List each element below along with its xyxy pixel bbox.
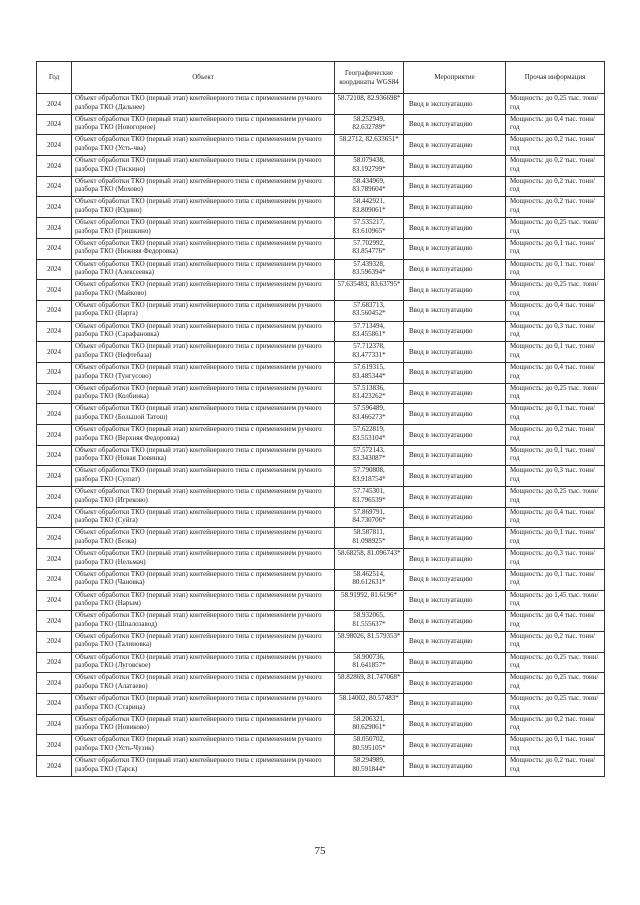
table-row [37,507,605,528]
cell-year: 2024 [37,114,72,135]
cell-event: Ввод в эксплуатацию [404,735,506,756]
cell-object: Объект обработки ТКО (первый этап) контейнерного типа с применением ручного разбора ТКО (Усть-Чузик) [72,735,335,756]
table-row [37,259,605,280]
cell-coords: 58.98026, 81.579353* [335,631,404,652]
cell-info: Мощность: до 0,4 тыс. тонн/ год [506,362,605,383]
cell-coords: 58.587811, 81.098925* [335,528,404,549]
cell-year: 2024 [37,756,72,777]
cell-info: Мощность: до 0,4 тыс. тонн/ год [506,611,605,632]
cell-object: Объект обработки ТКО (первый этап) контейнерного типа с применением ручного разбора ТКО (Алатаево) [72,673,335,694]
cell-year: 2024 [37,300,72,321]
cell-object: Объект обработки ТКО (первый этап) контейнерного типа с применением ручного разбора ТКО (Сарафановка) [72,321,335,342]
cell-coords: 57.535217, 83.610965* [335,218,404,239]
cell-info: Мощность: до 0,4 тыс. тонн/ год [506,507,605,528]
cell-event: Ввод в эксплуатацию [404,445,506,466]
cell-coords: 58.932065, 81.555637* [335,611,404,632]
cell-info: Мощность: до 0,2 тыс. тонн/ год [506,176,605,197]
cell-object: Объект обработки ТКО (первый этап) контейнерного типа с применением ручного разбора ТКО (Новогорное) [72,114,335,135]
table-row [37,238,605,259]
cell-info: Мощность: до 0,2 тыс. тонн/ год [506,756,605,777]
cell-event: Ввод в эксплуатацию [404,528,506,549]
cell-info: Мощность: до 0,25 тыс. тонн/ год [506,652,605,673]
cell-coords: 57.683713, 83.560452* [335,300,404,321]
cell-event: Ввод в эксплуатацию [404,714,506,735]
cell-object: Объект обработки ТКО (первый этап) контейнерного типа с применением ручного разбора ТКО (Чановка) [72,569,335,590]
table-header-row [37,62,605,94]
cell-object: Объект обработки ТКО (первый этап) контейнерного типа с применением ручного разбора ТКО (Нижняя Федоровка) [72,238,335,259]
table-row [37,197,605,218]
table-row [37,673,605,694]
cell-year: 2024 [37,425,72,446]
cell-year: 2024 [37,673,72,694]
cell-year: 2024 [37,135,72,156]
table-row [37,569,605,590]
cell-event: Ввод в эксплуатацию [404,631,506,652]
cell-object: Объект обработки ТКО (первый этап) контейнерного типа с применением ручного разбора ТКО (Тунгусово) [72,362,335,383]
table-row [37,176,605,197]
cell-year: 2024 [37,197,72,218]
cell-coords: 58.72108, 82.936698* [335,94,404,115]
table-row [37,631,605,652]
cell-event: Ввод в эксплуатацию [404,156,506,177]
table-row [37,383,605,404]
header-event: Мероприятие [404,62,506,94]
cell-info: Мощность: до 0,1 тыс. тонн/ год [506,735,605,756]
cell-object: Объект обработки ТКО (первый этап) контейнерного типа с применением ручного разбора ТКО (Мохово) [72,176,335,197]
header-year: Год [37,62,72,94]
cell-info: Мощность: до 0,2 тыс. тонн/ год [506,714,605,735]
table-row [37,466,605,487]
cell-object: Объект обработки ТКО (первый этап) контейнерного типа с применением ручного разбора ТКО (Шпалозавод) [72,611,335,632]
cell-info: Мощность: до 0,3 тыс. тонн/ год [506,321,605,342]
table-row [37,321,605,342]
cell-info: Мощность: до 0,25 тыс. тонн/ год [506,280,605,301]
cell-year: 2024 [37,218,72,239]
cell-event: Ввод в эксплуатацию [404,321,506,342]
cell-info: Мощность: до 0,2 тыс. тонн/ год [506,156,605,177]
cell-object: Объект обработки ТКО (первый этап) контейнерного типа с применением ручного разбора ТКО (Дальнее) [72,94,335,115]
cell-coords: 58.442921, 83.809061* [335,197,404,218]
cell-info: Мощность: до 0,3 тыс. тонн/ год [506,549,605,570]
cell-year: 2024 [37,176,72,197]
cell-coords: 57.745301, 83.796539* [335,487,404,508]
cell-year: 2024 [37,466,72,487]
cell-coords: 57.635483, 83.63795* [335,280,404,301]
cell-info: Мощность: до 0,4 тыс. тонн/ год [506,114,605,135]
cell-event: Ввод в эксплуатацию [404,280,506,301]
cell-year: 2024 [37,735,72,756]
cell-info: Мощность: до 0,25 тыс. тонн/ год [506,673,605,694]
cell-info: Мощность: до 0,2 тыс. тонн/ год [506,631,605,652]
cell-year: 2024 [37,590,72,611]
cell-info: Мощность: до 0,2 тыс. тонн/ год [506,425,605,446]
cell-info: Мощность: до 0,25 тыс. тонн/ год [506,94,605,115]
cell-object: Объект обработки ТКО (первый этап) контейнерного типа с применением ручного разбора ТКО (Верхняя Федоровка) [72,425,335,446]
cell-info: Мощность: до 0,25 тыс. тонн/ год [506,218,605,239]
table-row [37,156,605,177]
cell-year: 2024 [37,156,72,177]
cell-info: Мощность: до 0,1 тыс. тонн/ год [506,445,605,466]
cell-year: 2024 [37,507,72,528]
table-row [37,114,605,135]
cell-info: Мощность: до 0,4 тыс. тонн/ год [506,300,605,321]
table-row [37,611,605,632]
cell-year: 2024 [37,693,72,714]
table-row [37,425,605,446]
cell-year: 2024 [37,652,72,673]
cell-event: Ввод в эксплуатацию [404,176,506,197]
cell-year: 2024 [37,321,72,342]
cell-info: Мощность: до 0,2 тыс. тонн/ год [506,197,605,218]
cell-info: Мощность: до 0,1 тыс. тонн/ год [506,569,605,590]
cell-year: 2024 [37,549,72,570]
cell-year: 2024 [37,362,72,383]
cell-object: Объект обработки ТКО (первый этап) контейнерного типа с применением ручного разбора ТКО (Старица) [72,693,335,714]
cell-coords: 58.900736, 81.641857* [335,652,404,673]
cell-object: Объект обработки ТКО (первый этап) контейнерного типа с применением ручного разбора ТКО (Луговское) [72,652,335,673]
cell-object: Объект обработки ТКО (первый этап) контейнерного типа с применением ручного разбора ТКО (Майково) [72,280,335,301]
cell-event: Ввод в эксплуатацию [404,756,506,777]
cell-year: 2024 [37,238,72,259]
cell-coords: 57.713494, 83.455861* [335,321,404,342]
cell-year: 2024 [37,528,72,549]
table-row [37,693,605,714]
table-row [37,218,605,239]
cell-event: Ввод в эксплуатацию [404,300,506,321]
cell-coords: 58.294989, 80.591844* [335,756,404,777]
cell-coords: 57.619315, 83.485344* [335,362,404,383]
header-info: Прочая информация [506,62,605,94]
cell-year: 2024 [37,383,72,404]
cell-year: 2024 [37,94,72,115]
cell-event: Ввод в эксплуатацию [404,114,506,135]
cell-coords: 57.439328, 83.596394* [335,259,404,280]
cell-coords: 58.079438, 83.192799* [335,156,404,177]
table-row [37,528,605,549]
cell-year: 2024 [37,280,72,301]
cell-event: Ввод в эксплуатацию [404,383,506,404]
cell-event: Ввод в эксплуатацию [404,590,506,611]
cell-info: Мощность: до 1,45 тыс. тонн/ год [506,590,605,611]
cell-coords: 58.434969, 83.789604* [335,176,404,197]
cell-year: 2024 [37,487,72,508]
cell-event: Ввод в эксплуатацию [404,218,506,239]
cell-year: 2024 [37,569,72,590]
cell-event: Ввод в эксплуатацию [404,404,506,425]
table-row [37,714,605,735]
cell-year: 2024 [37,259,72,280]
cell-object: Объект обработки ТКО (первый этап) контейнерного типа с применением ручного разбора ТКО (Тарск) [72,756,335,777]
cell-info: Мощность: до 0,1 тыс. тонн/ год [506,528,605,549]
table-row [37,94,605,115]
facilities-table [36,61,605,777]
cell-object: Объект обработки ТКО (первый этап) контейнерного типа с применением ручного разбора ТКО (Игреково) [72,487,335,508]
cell-year: 2024 [37,631,72,652]
cell-event: Ввод в эксплуатацию [404,569,506,590]
cell-event: Ввод в эксплуатацию [404,342,506,363]
cell-year: 2024 [37,342,72,363]
cell-event: Ввод в эксплуатацию [404,94,506,115]
cell-info: Мощность: до 0,1 тыс. тонн/ год [506,238,605,259]
table-row [37,280,605,301]
table-row [37,445,605,466]
cell-object: Объект обработки ТКО (первый этап) контейнерного типа с применением ручного разбора ТКО (Юдино) [72,197,335,218]
cell-object: Объект обработки ТКО (первый этап) контейнерного типа с применением ручного разбора ТКО (Нельмач) [72,549,335,570]
table-row [37,342,605,363]
cell-coords: 58.050702, 80.595105* [335,735,404,756]
cell-event: Ввод в эксплуатацию [404,466,506,487]
cell-object: Объект обработки ТКО (первый этап) контейнерного типа с применением ручного разбора ТКО (Нарга) [72,300,335,321]
cell-event: Ввод в эксплуатацию [404,238,506,259]
cell-event: Ввод в эксплуатацию [404,673,506,694]
cell-coords: 57.790808, 83.918754* [335,466,404,487]
cell-object: Объект обработки ТКО (первый этап) контейнерного типа с применением ручного разбора ТКО (Колбинка) [72,383,335,404]
cell-coords: 58.82869, 81.747068* [335,673,404,694]
table-row [37,652,605,673]
cell-coords: 58.68258, 81.096743* [335,549,404,570]
cell-event: Ввод в эксплуатацию [404,693,506,714]
cell-object: Объект обработки ТКО (первый этап) контейнерного типа с применением ручного разбора ТКО (Нефтебаза) [72,342,335,363]
cell-object: Объект обработки ТКО (первый этап) контейнерного типа с применением ручного разбора ТКО (Безка) [72,528,335,549]
cell-info: Мощность: до 0,2 тыс. тонн/ год [506,135,605,156]
cell-coords: 58.14002, 80.57483* [335,693,404,714]
cell-coords: 57.712378, 83.477331* [335,342,404,363]
table-row [37,404,605,425]
cell-event: Ввод в эксплуатацию [404,362,506,383]
cell-coords: 58.91992, 81.6196* [335,590,404,611]
cell-info: Мощность: до 0,1 тыс. тонн/ год [506,259,605,280]
cell-coords: 57.572143, 83.343087* [335,445,404,466]
cell-coords: 58.206321, 80.629061* [335,714,404,735]
cell-object: Объект обработки ТКО (первый этап) контейнерного типа с применением ручного разбора ТКО (Тискино) [72,156,335,177]
cell-info: Мощность: до 0,3 тыс. тонн/ год [506,466,605,487]
cell-coords: 57.622819, 83.553104* [335,425,404,446]
cell-object: Объект обработки ТКО (первый этап) контейнерного типа с применением ручного разбора ТКО (Сулзат) [72,466,335,487]
cell-object: Объект обработки ТКО (первый этап) контейнерного типа с применением ручного разбора ТКО (Алексеевка) [72,259,335,280]
table-row [37,590,605,611]
table-row [37,300,605,321]
cell-coords: 57.596489, 83.466273* [335,404,404,425]
cell-year: 2024 [37,714,72,735]
cell-coords: 57.702992, 83.854776* [335,238,404,259]
cell-year: 2024 [37,611,72,632]
cell-info: Мощность: до 0,1 тыс. тонн/ год [506,342,605,363]
cell-event: Ввод в эксплуатацию [404,652,506,673]
cell-object: Объект обработки ТКО (первый этап) контейнерного типа с применением ручного разбора ТКО (Талиновка) [72,631,335,652]
cell-info: Мощность: до 0,25 тыс. тонн/ год [506,487,605,508]
cell-object: Объект обработки ТКО (первый этап) контейнерного типа с применением ручного разбора ТКО (Новая Тювинка) [72,445,335,466]
facilities-table-container [36,61,604,777]
cell-coords: 57.869791, 84.730706* [335,507,404,528]
page-number: 75 [314,845,326,857]
header-coords: Географические координаты WGS84 [335,62,404,94]
cell-event: Ввод в эксплуатацию [404,611,506,632]
cell-info: Мощность: до 0,25 тыс. тонн/ год [506,383,605,404]
table-row [37,135,605,156]
cell-coords: 57.513836, 83.423262* [335,383,404,404]
cell-event: Ввод в эксплуатацию [404,549,506,570]
cell-event: Ввод в эксплуатацию [404,507,506,528]
cell-coords: 58.462514, 80.612631* [335,569,404,590]
cell-info: Мощность: до 0,25 тыс. тонн/ год [506,693,605,714]
cell-event: Ввод в эксплуатацию [404,259,506,280]
cell-object: Объект обработки ТКО (первый этап) контейнерного типа с применением ручного разбора ТКО (Большой Татош) [72,404,335,425]
cell-year: 2024 [37,445,72,466]
table-row [37,487,605,508]
cell-object: Объект обработки ТКО (первый этап) контейнерного типа с применением ручного разбора ТКО (Суйга) [72,507,335,528]
cell-object: Объект обработки ТКО (первый этап) контейнерного типа с применением ручного разбора ТКО (Усть-чва) [72,135,335,156]
cell-object: Объект обработки ТКО (первый этап) контейнерного типа с применением ручного разбора ТКО (Новиково) [72,714,335,735]
cell-object: Объект обработки ТКО (первый этап) контейнерного типа с применением ручного разбора ТКО (Нарым) [72,590,335,611]
header-object: Объект [72,62,335,94]
table-row [37,756,605,777]
table-row [37,362,605,383]
cell-object: Объект обработки ТКО (первый этап) контейнерного типа с применением ручного разбора ТКО (Гришкино) [72,218,335,239]
table-row [37,549,605,570]
cell-coords: 58.252949, 82.632789* [335,114,404,135]
cell-info: Мощность: до 0,1 тыс. тонн/ год [506,404,605,425]
cell-event: Ввод в эксплуатацию [404,425,506,446]
cell-year: 2024 [37,404,72,425]
cell-coords: 58.2712, 82.633651* [335,135,404,156]
table-body [37,94,605,777]
cell-event: Ввод в эксплуатацию [404,197,506,218]
table-row [37,735,605,756]
cell-event: Ввод в эксплуатацию [404,487,506,508]
cell-event: Ввод в эксплуатацию [404,135,506,156]
